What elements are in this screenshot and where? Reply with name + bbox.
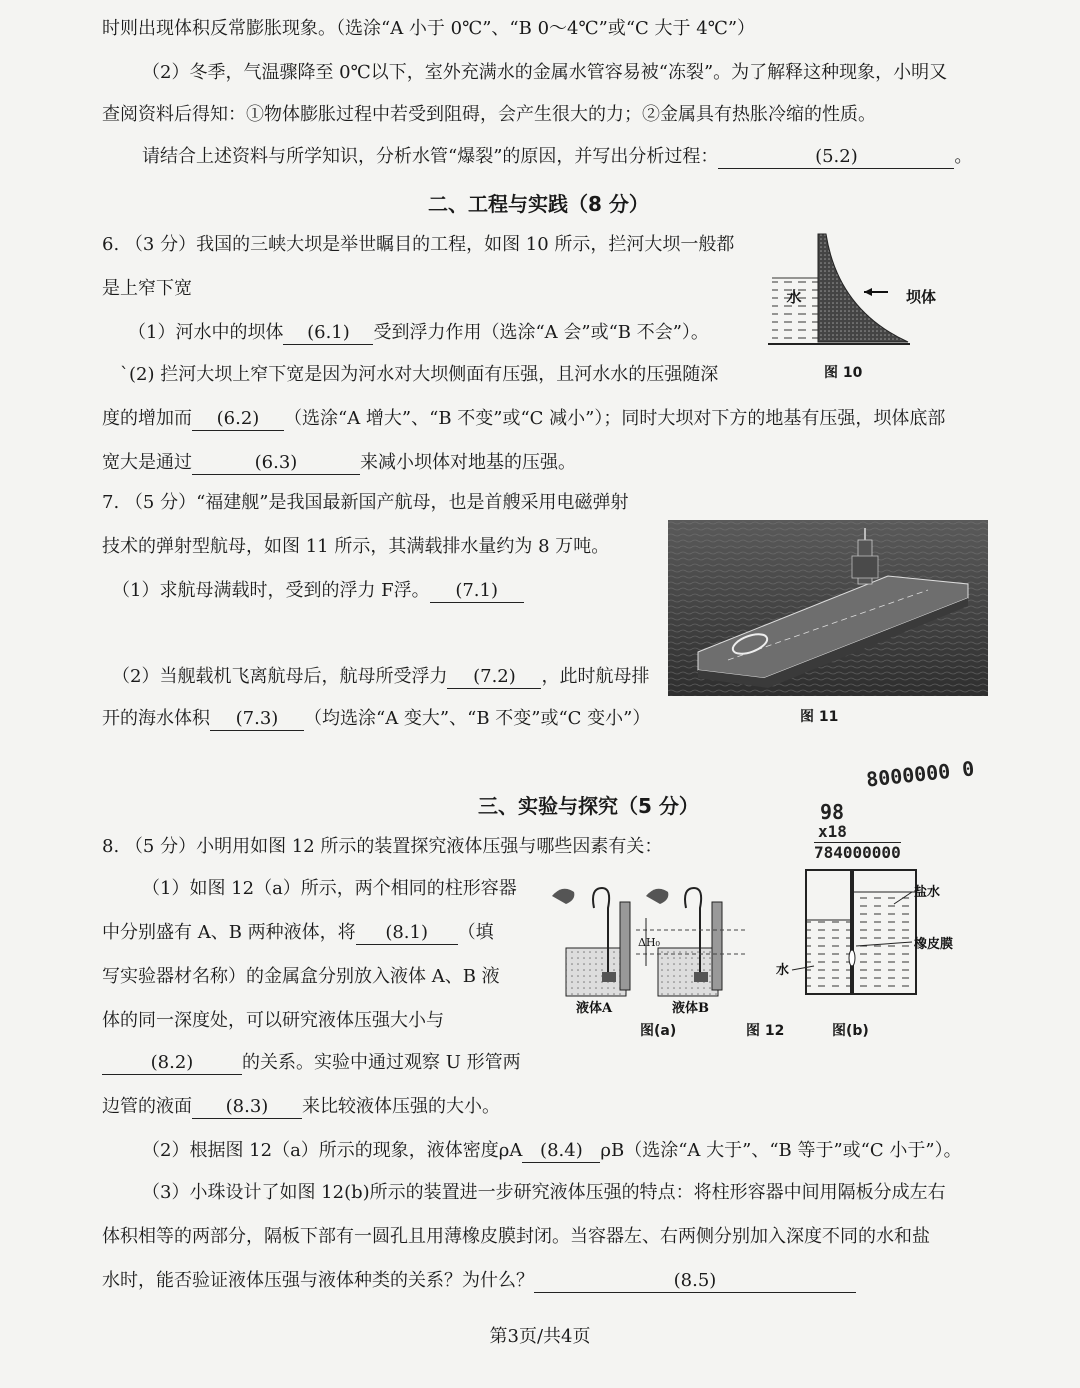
text-line: （1）如图 12（a）所示，两个相同的柱形容器 (142, 878, 517, 899)
question-text: （2）当舰载机飞离航母后，航母所受浮力 (112, 666, 448, 687)
text-line: 体的同一深度处，可以研究液体压强大小与 (102, 1010, 444, 1031)
answer-blank[interactable]: (5.2) (718, 146, 954, 169)
text-line (112, 666, 649, 689)
text-line (102, 1052, 521, 1075)
answer-blank[interactable]: (8.3) (192, 1096, 302, 1119)
question-text: 边管的液面 (102, 1096, 192, 1117)
answer-blank[interactable]: (6.1) (283, 322, 373, 345)
delta-h-label: ΔH₀ (638, 936, 660, 949)
question-text: 开的海水体积 (102, 708, 210, 729)
text-line (112, 580, 524, 603)
question-text: 来减小坝体对地基的压强。 (360, 452, 576, 473)
text-line: （2）冬季，气温骤降至 0℃以下，室外充满水的金属水管容易被“冻裂”。为了解释这种现象，小明又 (142, 62, 948, 83)
partition-container-figure (774, 862, 974, 1002)
text-line (102, 708, 650, 731)
text-line: 时则出现体积反常膨胀现象。（选涂“A 小于 0℃”、“B 0～4℃”或“C 大于 4℃”） (102, 18, 756, 39)
page-number: 第3页/共4页 (489, 1326, 591, 1347)
text-line: 8. （5 分）小明用如图 12 所示的装置探究液体压强与哪些因素有关： (102, 836, 663, 857)
text-line: 7. （5 分）“福建舰”是我国最新国产航母，也是首艘采用电磁弹射 (102, 492, 629, 513)
handwritten-note: 8000000 0 (865, 756, 976, 792)
figure-caption: 图 12 (746, 1023, 785, 1039)
text-line (102, 408, 945, 431)
handwritten-note: x18 (818, 822, 847, 841)
text-line (102, 452, 576, 475)
text-line: 是上窄下宽 (102, 278, 192, 299)
saltwater-label: 盐水 (914, 885, 941, 900)
section-heading: 二、工程与实践（8 分） (428, 192, 649, 216)
figure-caption: 图 10 (824, 365, 863, 381)
answer-blank[interactable]: (7.1) (430, 580, 524, 603)
question-text: 度的增加而 (102, 408, 192, 429)
text-line (142, 146, 972, 169)
answer-blank[interactable]: (7.2) (447, 666, 541, 689)
liquid-b-label: 液体B (672, 1001, 709, 1016)
question-text: 宽大是通过 (102, 452, 192, 473)
text-line: 6. （3 分）我国的三峡大坝是举世瞩目的工程，如图 10 所示，拦河大坝一般都 (102, 234, 735, 255)
question-text: 的关系。实验中通过观察 U 形管两 (242, 1052, 521, 1073)
text-line (102, 1270, 856, 1293)
text-line (102, 922, 494, 945)
answer-blank[interactable]: (6.2) (192, 408, 284, 431)
figure-caption: 图(a) (640, 1023, 677, 1039)
question-text: （2）根据图 12（a）所示的现象，液体密度ρA (142, 1140, 523, 1161)
answer-blank[interactable]: (7.3) (210, 708, 304, 731)
question-text: （选涂“A 增大”、“B 不变”或“C 减小”）；同时大坝对下方的地基有压强，坝体底部 (284, 408, 946, 429)
question-text: 来比较液体压强的大小。 (302, 1096, 500, 1117)
text-line (102, 1096, 500, 1119)
question-text: 请结合上述资料与所学知识，分析水管“爆裂”的原因，并写出分析过程： (142, 146, 719, 167)
answer-blank[interactable]: (6.3) (192, 452, 360, 475)
question-text: 水时，能否验证液体压强与液体种类的关系？为什么？ (102, 1270, 534, 1291)
text-line: （3）小珠设计了如图 12(b)所示的装置进一步研究液体压强的特点：将柱形容器中间用隔板分成左右 (142, 1182, 946, 1203)
figure-caption: 图 11 (800, 709, 839, 725)
question-text: 受到浮力作用（选涂“A 会”或“B 不会”）。 (373, 322, 709, 343)
text-line: 技术的弹射型航母，如图 11 所示，其满载排水量约为 8 万吨。 (102, 536, 610, 557)
handwritten-note: 784000000 (814, 843, 901, 862)
question-text: ，此时航母排 (541, 666, 650, 687)
dam-figure (768, 230, 958, 390)
answer-blank[interactable]: (8.1) (356, 922, 458, 945)
liquid-a-label: 液体A (576, 1001, 613, 1016)
section-heading: 三、实验与探究（5 分） (478, 794, 699, 818)
membrane-label: 橡皮膜 (914, 937, 954, 952)
answer-blank[interactable]: (8.2) (102, 1052, 242, 1075)
text-line: 查阅资料后得知：①物体膨胀过程中若受到阻碍，会产生很大的力；②金属具有热胀冷缩的性质。 (102, 104, 876, 125)
text-line: 写实验器材名称）的金属盒分别放入液体 A、B 液 (102, 966, 500, 987)
text-line (128, 322, 709, 345)
handwritten-note: 98 (820, 800, 845, 824)
text-line: 体积相等的两部分，隔板下部有一圆孔且用薄橡皮膜封闭。当容器左、右两侧分别加入深度不同的水和盐 (102, 1226, 930, 1247)
water-label: 水 (776, 963, 790, 978)
question-text: 中分别盛有 A、B 两种液体，将 (102, 922, 356, 943)
question-text: （填 (457, 922, 494, 943)
answer-blank[interactable]: (8.5) (534, 1270, 856, 1293)
question-text: 。 (954, 146, 973, 167)
question-text: （均选涂“A 变大”、“B 不变”或“C 变小”） (304, 708, 651, 729)
carrier-photo (668, 520, 988, 696)
text-line (142, 1140, 962, 1163)
answer-blank[interactable]: (8.4) (522, 1140, 600, 1163)
dam-label: 坝体 (906, 288, 937, 306)
water-label: 水 (786, 288, 802, 306)
question-text: （1）求航母满载时，受到的浮力 F浮。 (112, 580, 430, 601)
u-tube-apparatus-figure (546, 878, 756, 1018)
text-line: `(2) 拦河大坝上窄下宽是因为河水对大坝侧面有压强，且河水水的压强随深 (120, 364, 719, 385)
figure-caption: 图(b) (832, 1023, 869, 1039)
question-text: ρB（选涂“A 大于”、“B 等于”或“C 小于”）。 (600, 1140, 962, 1161)
question-text: （1）河水中的坝体 (128, 322, 284, 343)
